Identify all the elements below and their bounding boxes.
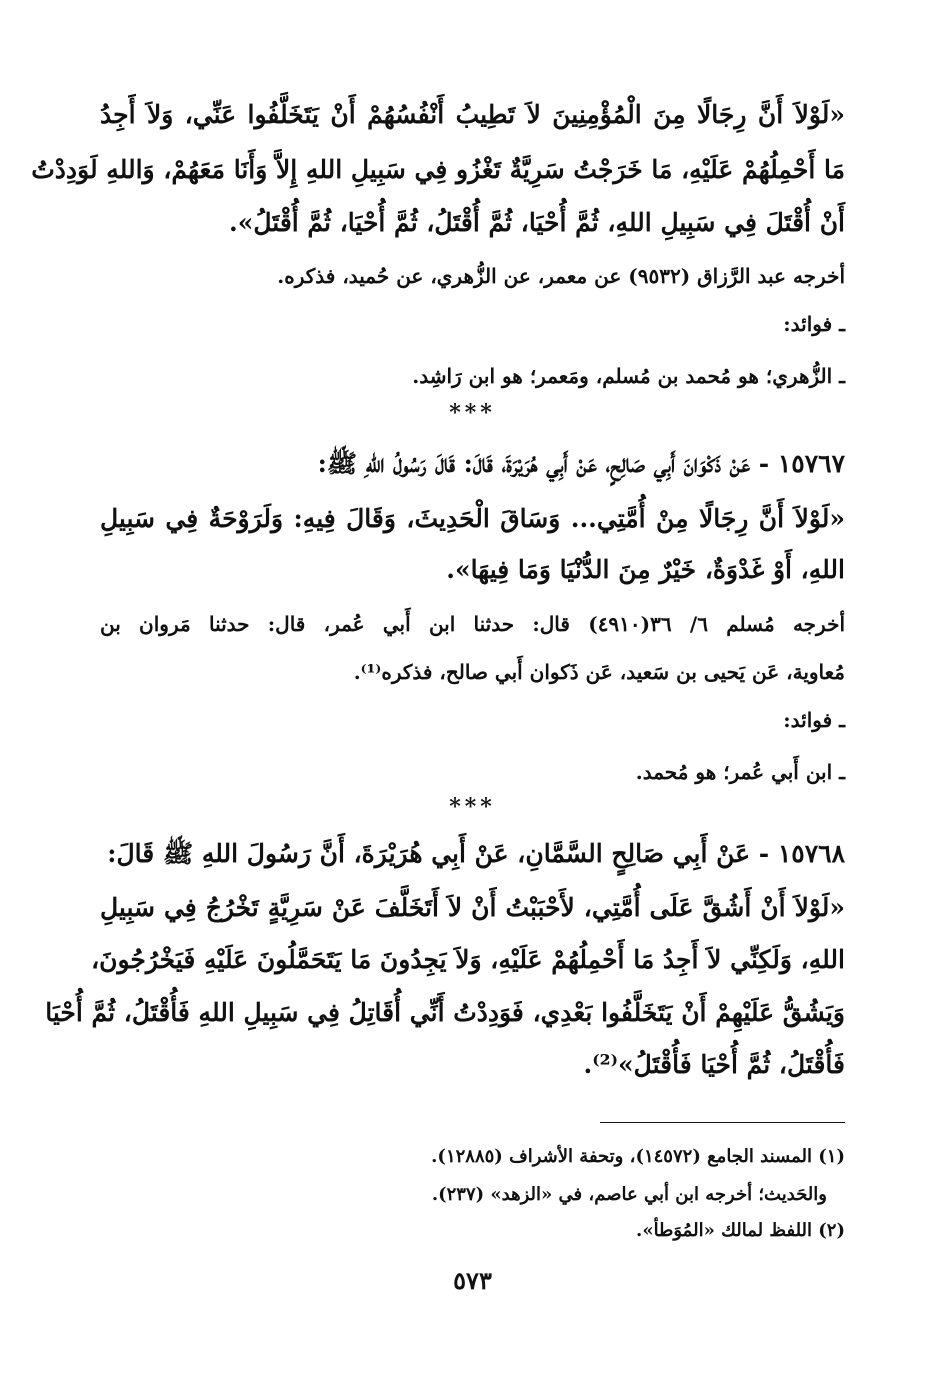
section-separator: ***	[449, 400, 496, 426]
hadith-text-line: اللهِ، أَوْ غَدْوَةٌ، خَيْرٌ مِنَ الدُّنْيَا وَمَا فِيهَا».	[446, 555, 845, 584]
hadith-text-line: «لَوْلاَ أَنْ أَشُقَّ عَلَى أُمَّتِي، لأَحْبَبْتُ أَنْ لاَ أَتَخَلَّفَ عَنْ سَرِيَّةٍ تَخْرُجُ فِي سَبِيلِ	[100, 893, 845, 922]
takhrij-text: أخرجه عبد الرَّزاق (٩٥٣٢) عن معمر، عن الزُّهري، عن حُميد، فذكره.	[277, 264, 845, 288]
hadith-text-line: «لَوْلاَ أَنَّ رِجَالًا مِنْ أُمَّتِي... وَسَاقَ الْحَدِيثَ، وَقَالَ فِيهِ: وَلَرَوْحَةٌ فِي سَبِيلِ	[100, 504, 845, 533]
takhrij-text: مُعاوية، عَن يَحيى بن سَعيد، عَن ذَكوان أَبي صالح، فذكره⁽¹⁾.	[353, 660, 845, 684]
fawaid-item: ـ ابن أَبي عُمر؛ هو مُحمد.	[635, 760, 845, 784]
fawaid-heading: ـ فوائد:	[783, 312, 845, 336]
takhrij-text: أخرجه مُسلم ٦/ ٣٦(٤٩١٠) قال: حدثنا ابن أَبي عُمر، قال: حدثنا مَروان بن	[100, 612, 845, 636]
section-separator: ***	[449, 794, 496, 820]
hadith-text-line: مَا أَحْمِلُهُمْ عَلَيْهِ، مَا خَرَجْتُ سَرِيَّةٌ تَغْزُو فِي سَبِيلِ اللهِ إِلاَّ وَأَنَا مَعَهُمْ، وَاللهِ لَوَدِدْتُ	[31, 155, 845, 184]
hadith-text-line: أَنْ أُقْتَلَ فِي سَبِيلِ اللهِ، ثُمَّ أُحْيَا، ثُمَّ أُقْتَلُ، ثُمَّ أُحْيَا، ثُمَّ أُقْتَلُ».	[229, 208, 845, 237]
hadith-text-line: اللهِ، وَلَكِنِّي لاَ أَجِدُ مَا أَحْمِلُهُمْ عَلَيْهِ، وَلاَ يَجِدُونَ مَا يَتَحَمَّلُونَ عَلَيْهِ فَيَخْرُجُونَ،	[91, 945, 845, 974]
page-number: ٥٧٣	[453, 1266, 492, 1295]
footnote: والحَديث؛ أخرجه ابن أبي عاصم، في «الزهد» (٢٣٧).	[431, 1184, 827, 1205]
fawaid-item: ـ الزُّهري؛ هو مُحمد بن مُسلم، ومَعمر؛ هو ابن رَاشِد.	[412, 364, 845, 388]
hadith-text-line: «لَوْلاَ أَنَّ رِجَالًا مِنَ الْمُؤْمِنِينَ لاَ تَطِيبُ أَنْفُسُهُمْ أَنْ يَتَخَلَّفُوا عَنِّي، وَلاَ أَجِدُ	[100, 100, 845, 129]
footnote: (١) المسند الجامع (١٤٥٧٢)، وتحفة الأشراف (١٢٨٨٥).	[431, 1146, 845, 1167]
hadith-header-line: ١٥٧٦٧ - عَنْ ذَكْوَانَ أَبِي صَالِحٍ، عَنْ أَبِي هُرَيْرَةَ، قَالَ: قَالَ رَسُولُ اللهِ ﷺ:	[317, 449, 845, 478]
footnote-divider	[600, 1122, 845, 1123]
hadith-text-line: وَيَشُقُّ عَلَيْهِمْ أَنْ يَتَخَلَّفُوا بَعْدِي، فَوَدِدْتُ أَنِّي أُقَاتِلُ فِي سَبِيلِ اللهِ فَأُقْتَلُ، ثُمَّ أُحْيَا	[45, 998, 845, 1027]
hadith-header-line: ١٥٧٦٨ - عَنْ أَبِي صَالِحٍ السَّمَّانِ، عَنْ أَبِي هُرَيْرَةَ، أَنَّ رَسُولَ اللهِ ﷺ قَالَ:	[107, 839, 845, 868]
hadith-text-line: فَأُقْتَلُ، ثُمَّ أُحْيَا فَأُقْتَلُ»⁽²⁾.	[583, 1050, 845, 1079]
fawaid-heading: ـ فوائد:	[783, 708, 845, 732]
footnote: (٢) اللفظ لمالك «المُوَطأ».	[636, 1220, 845, 1241]
